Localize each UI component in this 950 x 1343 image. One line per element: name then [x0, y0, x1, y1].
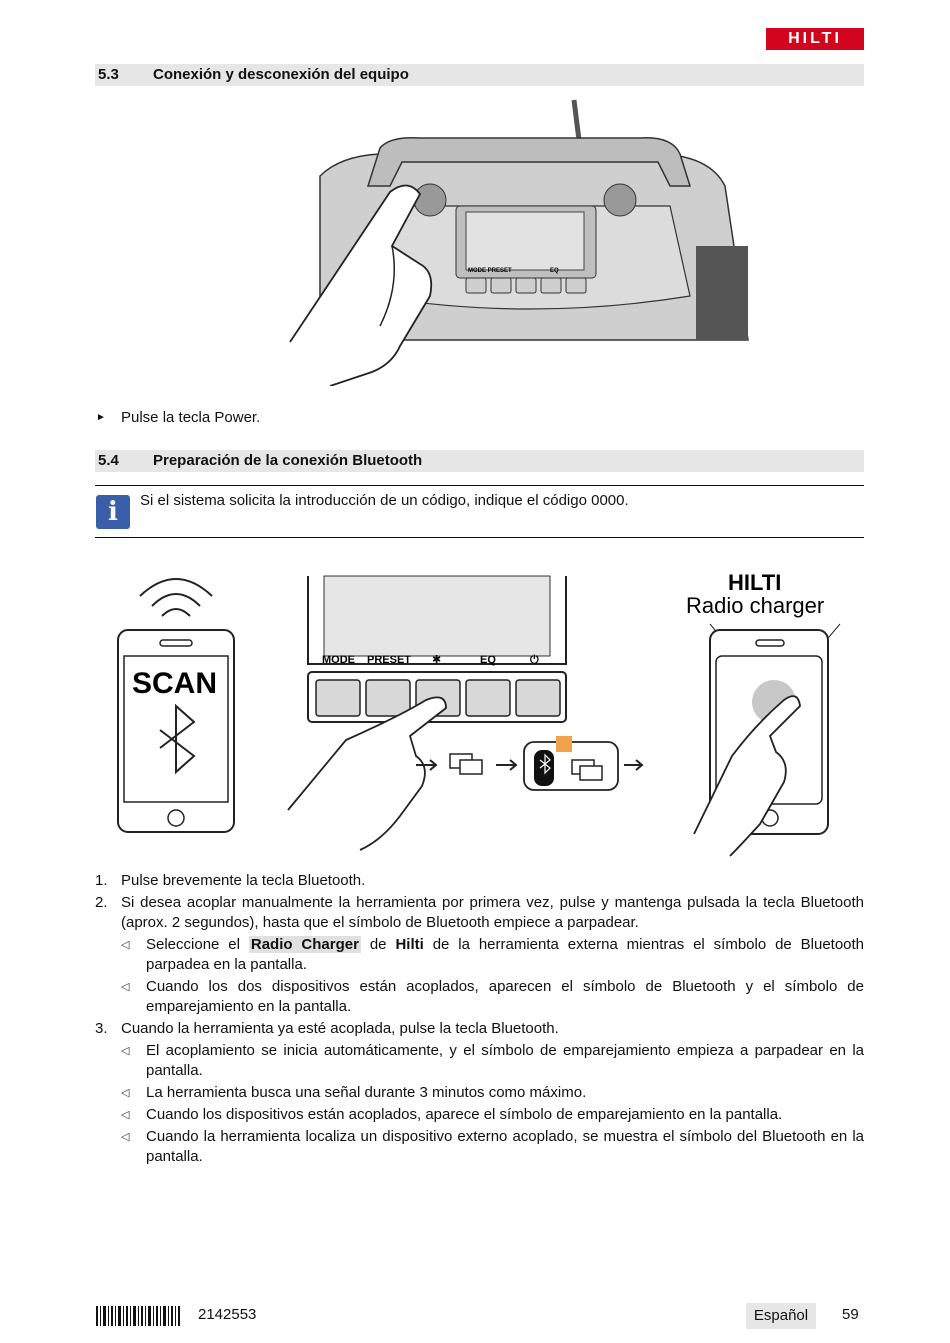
note-bottom-rule [95, 537, 864, 538]
result-3b [95, 1083, 864, 1103]
radio-panel-illustration [288, 576, 642, 850]
note-top-rule [95, 485, 864, 486]
step-text: Cuando la herramienta ya esté acoplada, pulse la tecla Bluetooth. [121, 1020, 559, 1037]
charger-name: Radio charger [686, 593, 825, 618]
label-power: ⏻ [530, 653, 539, 666]
result-text: Cuando los dos dispositivos están acoplados, aparecen el símbolo de Bluetooth y el símbolo de emparejamiento en la pantalla. [146, 978, 864, 1015]
charger-brand: HILTI [728, 570, 782, 595]
section-number: 5.3 [98, 66, 119, 83]
radio-charger-illustration [686, 570, 840, 856]
hilti-logo: HILTI [766, 28, 864, 50]
figure-radio-power [280, 96, 760, 386]
instruction-text: Pulse la tecla Power. [121, 409, 261, 426]
result-marker: ◁ [121, 981, 130, 993]
brand-hilti: Hilti [395, 936, 424, 953]
language-label: Español [746, 1303, 816, 1329]
result-marker: ◁ [121, 939, 130, 951]
section-heading-5-3 [95, 64, 864, 86]
step-text: Pulse brevemente la tecla Bluetooth. [121, 872, 366, 889]
result-3d [95, 1127, 864, 1167]
step-number: 3. [95, 1020, 108, 1037]
section-number: 5.4 [98, 452, 119, 469]
result-2b [95, 977, 864, 1017]
step-number: 1. [95, 872, 108, 889]
page-number: 59 [842, 1306, 859, 1323]
section-title: Conexión y desconexión del equipo [153, 66, 409, 83]
step-text: Si desea acoplar manualmente la herramienta por primera vez, pulse y mantenga pulsada la tecla Bluetooth (aprox. 2 segundos), hasta que el símbolo de Bluetooth empiece a parpadear. [121, 894, 864, 931]
phone-scan-illustration [118, 579, 234, 832]
document-code: 2142553 [198, 1306, 257, 1323]
info-icon: i [96, 495, 130, 529]
result-text: de [369, 936, 387, 953]
svg-text:MODE PRESET: MODE PRESET [468, 268, 512, 274]
figure-bluetooth-pairing [110, 560, 870, 860]
step-number: 2. [95, 894, 108, 911]
result-3a [95, 1041, 864, 1081]
result-text: de la herramienta externa mientras el símbolo de Bluetooth parpadea en la pantalla. [146, 936, 865, 973]
highlight-radio-charger: Radio Charger [250, 936, 359, 953]
bullet-marker: ► [96, 412, 106, 424]
result-marker: ◁ [121, 1087, 130, 1099]
result-text: El acoplamiento se inicia automáticamente, y el símbolo de emparejamiento empieza a parpadear en la pantalla. [146, 1042, 864, 1079]
label-preset: PRESET [367, 654, 412, 666]
result-marker: ◁ [121, 1131, 130, 1143]
info-note-text: Si el sistema solicita la introducción de un código, indique el código 0000. [140, 492, 629, 509]
step-3 [95, 1019, 864, 1039]
barcode [96, 1306, 180, 1326]
result-marker: ◁ [121, 1045, 130, 1057]
step-2 [95, 893, 864, 933]
section-title: Preparación de la conexión Bluetooth [153, 452, 423, 469]
label-eq: EQ [480, 654, 496, 666]
result-2a [95, 935, 864, 975]
phone-scan-text: SCAN [132, 667, 218, 700]
label-mode: MODE [322, 654, 355, 666]
steps-list [95, 871, 864, 1167]
instruction-power [96, 408, 261, 428]
section-heading-5-4 [95, 450, 864, 472]
result-text: La herramienta busca una señal durante 3 minutos como máximo. [146, 1084, 587, 1101]
result-text: Cuando la herramienta localiza un dispositivo externo acoplado, se muestra el símbolo del Bluetooth en la pantalla. [146, 1128, 864, 1165]
svg-text:EQ: EQ [550, 268, 559, 274]
result-text: Seleccione el [146, 936, 240, 953]
step-1 [95, 871, 864, 891]
result-marker: ◁ [121, 1109, 130, 1121]
result-text: Cuando los dispositivos están acoplados, aparece el símbolo de emparejamiento en la pantalla. [146, 1106, 783, 1123]
result-3c [95, 1105, 864, 1125]
label-bluetooth: ✱ [432, 653, 442, 666]
